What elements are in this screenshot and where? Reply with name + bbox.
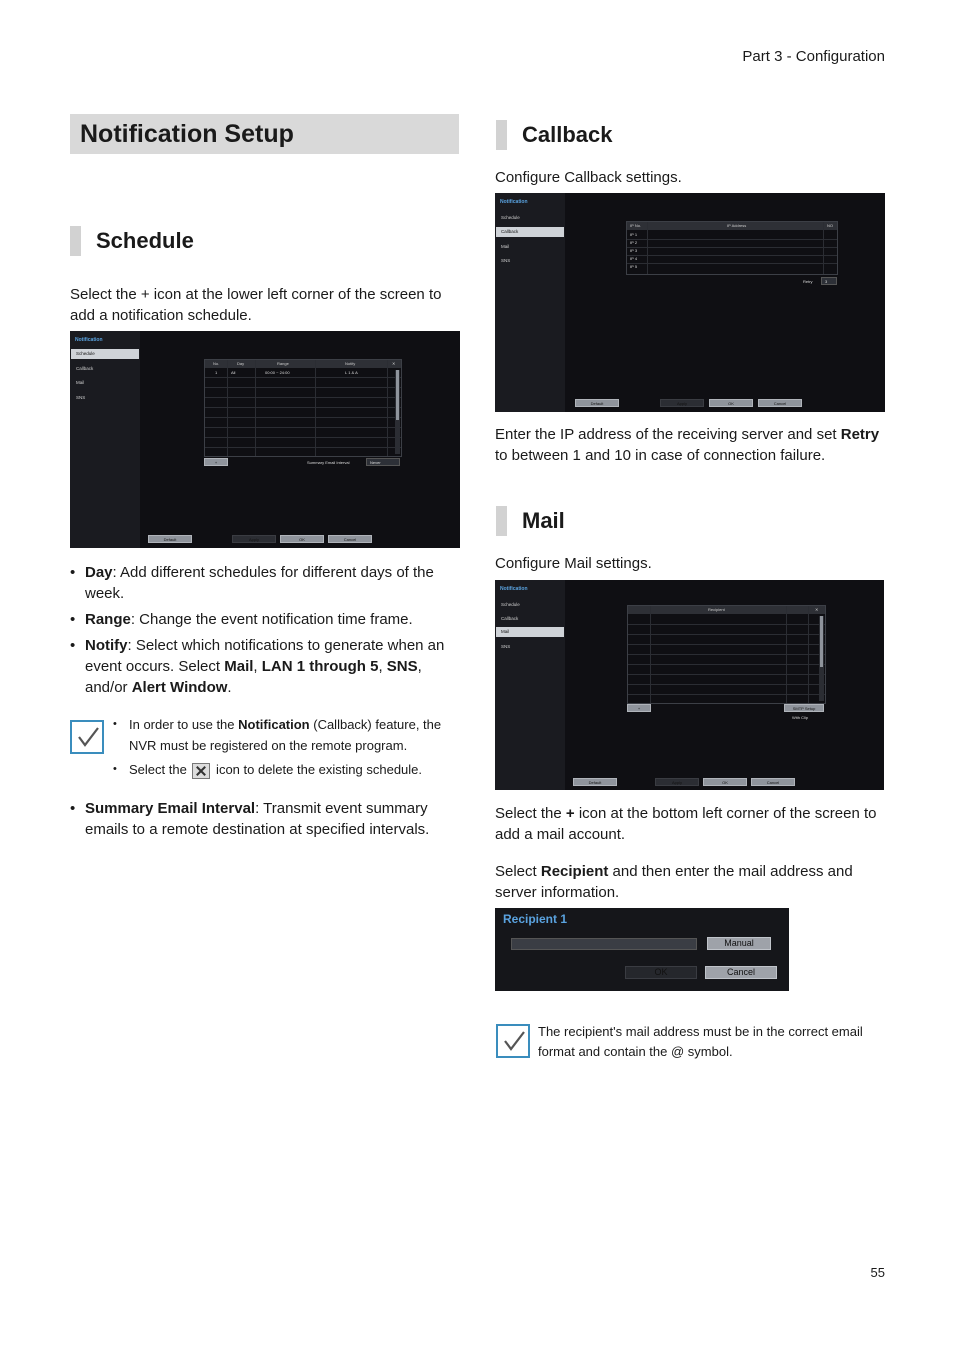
menu-item-sns[interactable]: SNS [501, 258, 511, 263]
ip-row-4: IP 4 [630, 256, 638, 261]
menu-item-mail[interactable]: Mail [501, 244, 510, 249]
mail-screenshot [495, 580, 884, 790]
menu-title: Notification [500, 199, 528, 205]
ip-row-2: IP 2 [630, 240, 638, 245]
menu-title: Notification [500, 586, 528, 592]
recipient-dialog-screenshot [495, 908, 789, 991]
menu-item-sns[interactable]: SNS [501, 644, 511, 649]
col-no: NO [827, 223, 833, 228]
ok-button[interactable]: OK [703, 778, 747, 786]
callback-description: Enter the IP address of the receiving server and set Retry to between 1 and 10 in case of connection failure. [495, 426, 880, 464]
ip-row-1: IP 1 [630, 232, 638, 237]
mail-intro: Configure Mail settings. [495, 555, 652, 572]
default-button[interactable]: Default [573, 778, 617, 786]
col-notify: Notify [345, 361, 356, 366]
mail-side-menu [495, 580, 565, 790]
mail-note: The recipient's mail address must be in the correct email format and contain the @ symbol. [538, 1024, 863, 1059]
schedule-bullet-list [70, 562, 462, 703]
page-title: Notification Setup [70, 114, 459, 154]
col-day: Day [237, 361, 245, 366]
schedule-screenshot [70, 331, 460, 548]
cancel-button[interactable]: Cancel [751, 778, 795, 786]
recipient-mode-select[interactable]: Manual [707, 937, 771, 950]
callback-intro: Configure Callback settings. [495, 169, 682, 186]
default-button[interactable]: Default [575, 399, 619, 407]
add-mail-button[interactable]: + [627, 704, 651, 712]
callback-table-header [627, 222, 837, 230]
recipient-address-field[interactable] [511, 938, 697, 950]
schedule-table-header [205, 360, 401, 368]
col-recipient: Recipient [708, 607, 725, 612]
callback-side-menu [495, 193, 565, 412]
ok-button[interactable]: OK [709, 399, 753, 407]
summary-interval-select[interactable]: Never [366, 458, 400, 466]
schedule-scrollbar[interactable] [395, 370, 400, 454]
retry-select[interactable]: 3 [821, 277, 837, 285]
heading-bar [496, 506, 507, 536]
mail-description-recipient: Select Recipient and then enter the mail address and server information. [495, 863, 853, 901]
bullet-notify: • Notify: Select which notifications to generate when an event occurs. Select Mail, LAN 1 through 5, SNS, and/or Alert Window. [70, 635, 462, 698]
menu-item-callback[interactable]: Callback [501, 616, 519, 621]
menu-item-mail[interactable]: Mail [76, 380, 85, 385]
mail-heading-text: Mail [522, 508, 565, 533]
bullet-day: • Day: Add different schedules for different days of the week. [70, 562, 462, 604]
recipient-dialog-title: Recipient 1 [503, 912, 568, 926]
recipient-cancel-button[interactable]: Cancel [705, 966, 777, 979]
mail-table [627, 605, 826, 704]
note-check-icon [70, 720, 104, 754]
note-item-delete: • Select the icon to delete the existing schedule. [113, 759, 458, 780]
schedule-intro: Select the + icon at the lower left corner of the screen to add a notification schedule. [70, 286, 442, 324]
row1-range[interactable]: 00:00 ~ 24:00 [265, 370, 290, 375]
recipient-ok-button[interactable]: OK [625, 966, 697, 979]
callback-screenshot [495, 193, 885, 412]
default-button[interactable]: Default [148, 535, 192, 543]
page-header-part: Part 3 - Configuration [742, 48, 885, 65]
note-check-icon [496, 1024, 530, 1058]
smtp-setup-button[interactable]: SMTP Setup [784, 704, 824, 712]
cancel-button[interactable]: Cancel [328, 535, 372, 543]
summary-interval-label: Summary Email Interval [307, 460, 350, 465]
delete-x-icon [192, 763, 210, 779]
bullet-range: • Range: Change the event notification time frame. [70, 609, 462, 630]
schedule-side-menu [70, 331, 140, 548]
menu-item-selected[interactable]: Callback [496, 227, 564, 237]
menu-item-callback[interactable]: Callback [76, 366, 94, 371]
ok-button[interactable]: OK [280, 535, 324, 543]
note-item-notification: • In order to use the Notification (Callback) feature, the NVR must be registered on the remote program. [113, 714, 458, 756]
row1-day[interactable]: All [231, 370, 236, 375]
menu-item-selected[interactable]: Schedule [71, 349, 139, 359]
callback-heading-text: Callback [522, 122, 613, 147]
with-clip-checkbox[interactable]: With Clip [792, 715, 809, 720]
ip-row-3: IP 3 [630, 248, 638, 253]
heading-bar [496, 120, 507, 150]
mail-heading [496, 506, 565, 536]
schedule-heading [70, 226, 194, 256]
schedule-heading-text: Schedule [96, 228, 194, 253]
mail-description-add: Select the + icon at the bottom left corner of the screen to add a mail account. [495, 805, 877, 843]
mail-scrollbar[interactable] [819, 616, 824, 701]
menu-item-sns[interactable]: SNS [76, 395, 86, 400]
row1-no: 1 [215, 370, 218, 375]
col-no: No. [213, 361, 220, 366]
cancel-button[interactable]: Cancel [758, 399, 802, 407]
menu-title: Notification [75, 337, 103, 343]
bullet-summary-interval: • Summary Email Interval: Transmit event summary emails to a remote destination at specified intervals. [70, 798, 462, 840]
col-ip-address: IP Address [727, 223, 747, 228]
col-ip-no: IP No. [630, 223, 642, 228]
apply-button[interactable]: Apply [660, 399, 704, 407]
col-range: Range [277, 361, 289, 366]
delete-icon[interactable]: ✕ [392, 361, 396, 366]
heading-bar [70, 226, 81, 256]
add-schedule-button[interactable]: + [204, 458, 228, 466]
mail-table-header [628, 606, 825, 614]
summary-bullet-list [70, 798, 462, 845]
schedule-note [113, 714, 458, 780]
menu-item-schedule[interactable]: Schedule [501, 215, 520, 220]
row1-notify[interactable]: L 1 & A [345, 370, 358, 375]
apply-button[interactable]: Apply [232, 535, 276, 543]
page-number: 55 [870, 1265, 885, 1280]
retry-label: Retry [803, 279, 813, 284]
delete-icon[interactable]: ✕ [815, 607, 819, 612]
apply-button[interactable]: Apply [655, 778, 699, 786]
ip-row-5: IP 5 [630, 264, 638, 269]
menu-item-schedule[interactable]: Schedule [501, 602, 520, 607]
menu-item-selected[interactable]: Mail [496, 627, 564, 637]
callback-table [626, 221, 838, 275]
callback-heading [496, 120, 613, 150]
schedule-table [204, 359, 402, 457]
